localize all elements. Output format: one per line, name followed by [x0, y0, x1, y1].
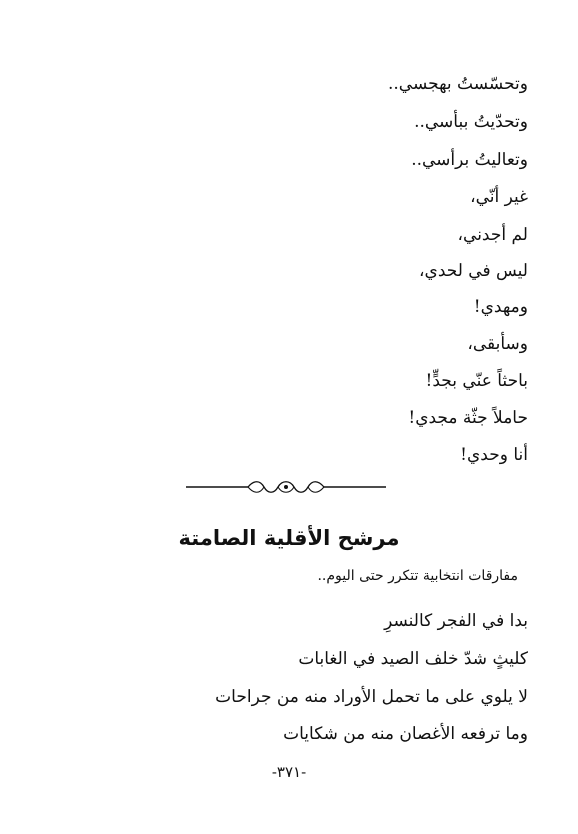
section-title: مرشح الأقلية الصامتة: [178, 526, 400, 550]
poem-line: وتحدّيتُ ببأسي..: [414, 112, 528, 132]
poem-line: بدا في الفجر كالنسرِ: [384, 611, 528, 631]
poem-line: غير أنّي،: [470, 187, 528, 207]
poem-line: ومهدي!: [473, 297, 528, 317]
poem-line: وتعاليتُ برأسي..: [411, 150, 528, 170]
poem-line: وما ترفعه الأغصان منه من شكايات: [283, 724, 528, 744]
poem-line: باحثاً عنّي بجدٍّ!: [425, 371, 528, 391]
poem-line: لا يلوي على ما تحمل الأوراد منه من جراحات: [215, 687, 528, 707]
page-number: -٣٧١-: [271, 763, 307, 781]
poem-line: وسأبقى،: [467, 334, 528, 354]
poem-line: أنا وحدي!: [460, 445, 528, 465]
poem-line: لم أجدني،: [457, 225, 528, 245]
poem-line: ليس في لحدي،: [419, 261, 528, 281]
poem-line: حاملاً جثّة مجدي!: [408, 408, 528, 428]
section-subtitle: مفارقات انتخابية تتكرر حتى اليوم..: [317, 568, 518, 584]
poem-line: كليثٍ شدّ خلف الصيد في الغابات: [298, 649, 528, 669]
divider-ornament-icon: [184, 478, 388, 496]
poem-line: وتحسّستُ بهجسي..: [387, 74, 528, 94]
